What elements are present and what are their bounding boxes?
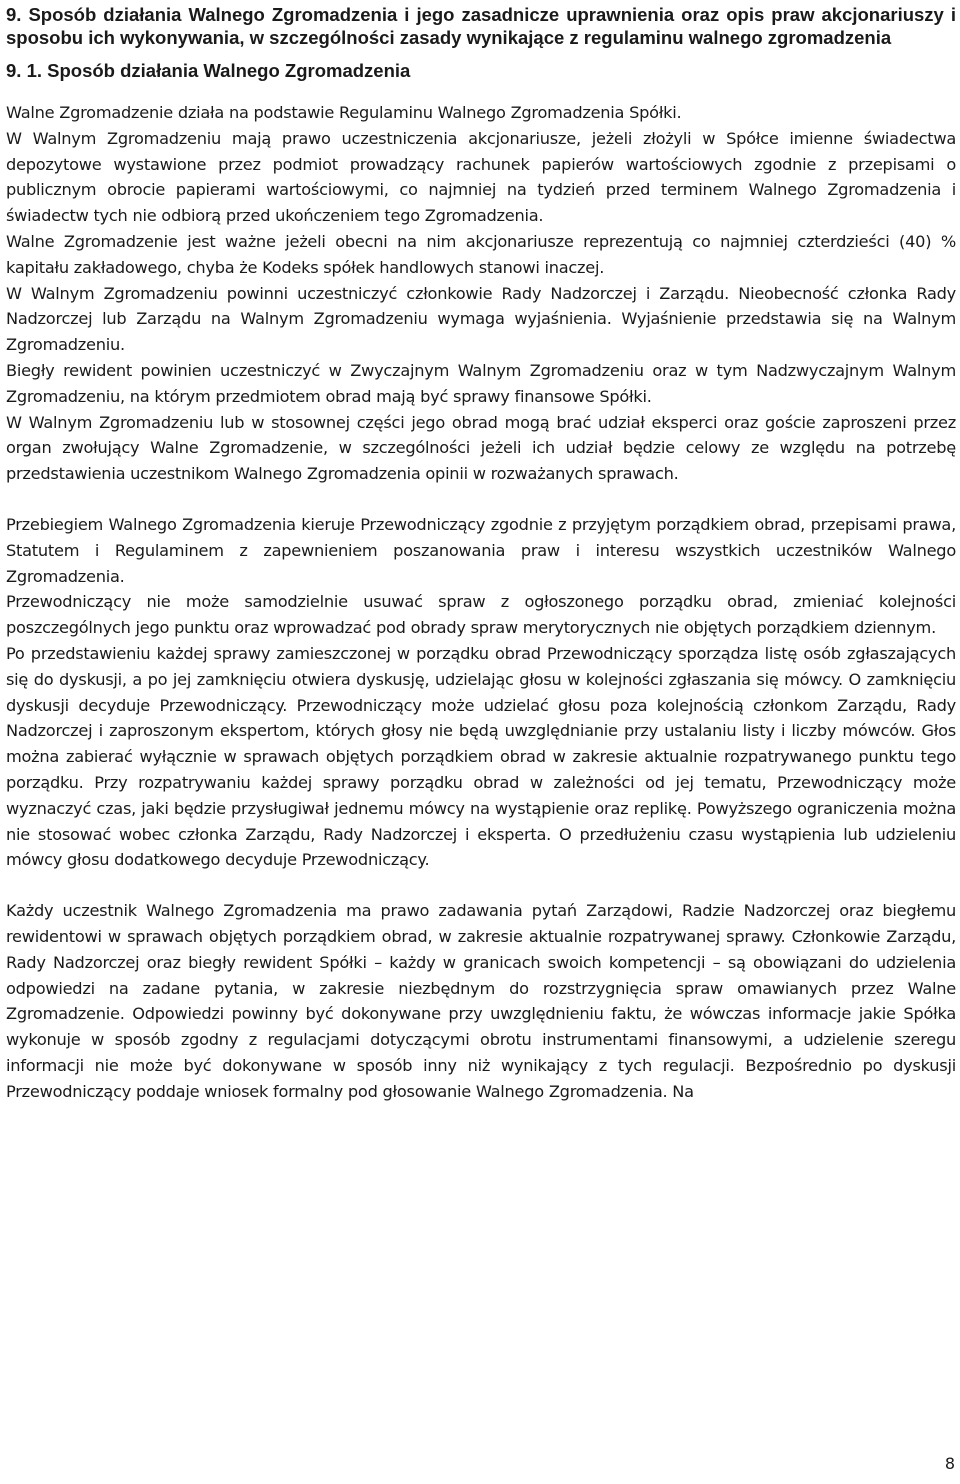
paragraph-group-1 — [6, 126, 956, 487]
paragraph: W Walnym Zgromadzeniu lub w stosownej części jego obrad mogą brać udział eksperci oraz goście zaproszeni przez organ zwołujący Walne Zgromadzenie, w szczególności jeżeli ich udział będzie celowy ze względu na potrzebę przedstawienia uczestnikom Walnego Zgromadzenia opinii w rozważanych sprawach. — [6, 412, 956, 484]
paragraph-spacer — [6, 487, 956, 512]
paragraph-group-2 — [6, 512, 956, 873]
paragraph: Każdy uczestnik Walnego Zgromadzenia ma prawo zadawania pytań Zarządowi, Radzie Nadzorczej oraz biegłemu rewidentowi w sprawach objętych porządkiem obrad, w zakresie aktualnie rozpatrywanej sprawy. Członkowie Zarządu, Rady Nadzorczej oraz biegły rewident Spółki – każdy w granicach swoich kompetencji – są obowiązani do udzielenia odpowiedzi na zadane pytania, w zakresie niezbędnym do rozstrzygnięcia spraw omawianych przez Walne Zgromadzenie. Odpowiedzi powinny być dokonywane przy uwzględnieniu faktu, że wówczas informacje jakie Spółka wykonuje w sposób zgodny z regulacjami dotyczącymi obrotu instrumentami finansowymi, a udzielenie szeregu informacji nie może być dokonywane w sposób inny niż wynikający z tych regulacji. Bezpośrednio po dyskusji Przewodniczący poddaje wniosek formalny pod głosowanie Walnego Zgromadzenia. Na — [6, 901, 956, 1101]
paragraph: W Walnym Zgromadzeniu powinni uczestniczyć członkowie Rady Nadzorczej i Zarządu. Nieobecność członka Rady Nadzorczej lub Zarządu na Walnym Zgromadzeniu wymaga wyjaśnienia. Wyjaśnienie przedstawia się na Walnym Zgromadzeniu. — [6, 283, 956, 355]
intro-paragraph: Walne Zgromadzenie działa na podstawie Regulaminu Walnego Zgromadzenia Spółki. — [6, 103, 682, 122]
subsection-title: 9. 1. Sposób działania Walnego Zgromadzenia — [6, 60, 411, 81]
paragraph: Biegły rewident powinien uczestniczyć w Zwyczajnym Walnym Zgromadzeniu oraz w tym Nadzwyczajnym Walnym Zgromadzeniu, na którym przedmiotem obrad mają być sprawy finansowe Spółki. — [6, 360, 956, 406]
paragraph-group-3 — [6, 898, 956, 1104]
paragraph: Walne Zgromadzenie jest ważne jeżeli obecni na nim akcjonariusze reprezentują co najmniej czterdzieści (40) % kapitału zakładowego, chyba że Kodeks spółek handlowych stanowi inaczej. — [6, 231, 956, 277]
section-title: 9. Sposób działania Walnego Zgromadzenia i jego zasadnicze uprawnienia oraz opis praw akcjonariuszy i sposobu ich wykonywania, w szczególności zasady wynikające z regulaminu walnego zgromadzenia — [6, 4, 956, 48]
paragraph: Przebiegiem Walnego Zgromadzenia kieruje Przewodniczący zgodnie z przyjętym porządkiem obrad, przepisami prawa, Statutem i Regulaminem z zapewnieniem poszanowania praw i interesu wszystkich uczestników Walnego Zgromadzenia. — [6, 514, 956, 586]
page-number: 8 — [944, 1454, 955, 1473]
paragraph-spacer — [6, 873, 956, 898]
paragraph: Po przedstawieniu każdej sprawy zamieszczonej w porządku obrad Przewodniczący sporządza listę osób zgłaszających się do dyskusji, a po jej zamknięciu otwiera dyskusję, udzielając głosu w kolejności zgłaszania się mówcy. O zamknięciu dyskusji decyduje Przewodniczący. Przewodniczący może udzielać głosu poza kolejnością członkom Zarządu, Rady Nadzorczej i zaproszonym ekspertom, których głosy nie będą uwzględnianie przy ustalaniu listy i liczby mówców. Głos można zabierać wyłącznie w sprawach objętych porządkiem obrad w zakresie aktualnie rozpatrywanego punktu tego porządku. Przy rozpatrywaniu każdej sprawy porządku obrad w zależności od jej tematu, Przewodniczący może wyznaczyć czas, jaki będzie przysługiwał jednemu mówcy na wystąpienie oraz replikę. Powyższego ograniczenia można nie stosować wobec członka Zarządu, Rady Nadzorczej i eksperta. O przedłużeniu czasu wystąpienia lub udzieleniu mówcy głosu dodatkowego decyduje Przewodniczący. — [6, 643, 956, 870]
paragraph: W Walnym Zgromadzeniu mają prawo uczestniczenia akcjonariusze, jeżeli złożyli w Spółce imienne świadectwa depozytowe wystawione przez podmiot prowadzący rachunek papierów wartościowych zgodnie z przepisami o publicznym obrocie papierami wartościowymi, co najmniej na tydzień przed terminem Walnego Zgromadzenia i świadectw tych nie odbiorą przed ukończeniem tego Zgromadzenia. — [6, 128, 956, 226]
document-page — [6, 3, 956, 1104]
paragraph: Przewodniczący nie może samodzielnie usuwać spraw z ogłoszonego porządku obrad, zmieniać kolejności poszczególnych jego punktu oraz wprowadzać pod obrady spraw merytorycznych nie objętych porządkiem dziennym. — [6, 592, 956, 638]
